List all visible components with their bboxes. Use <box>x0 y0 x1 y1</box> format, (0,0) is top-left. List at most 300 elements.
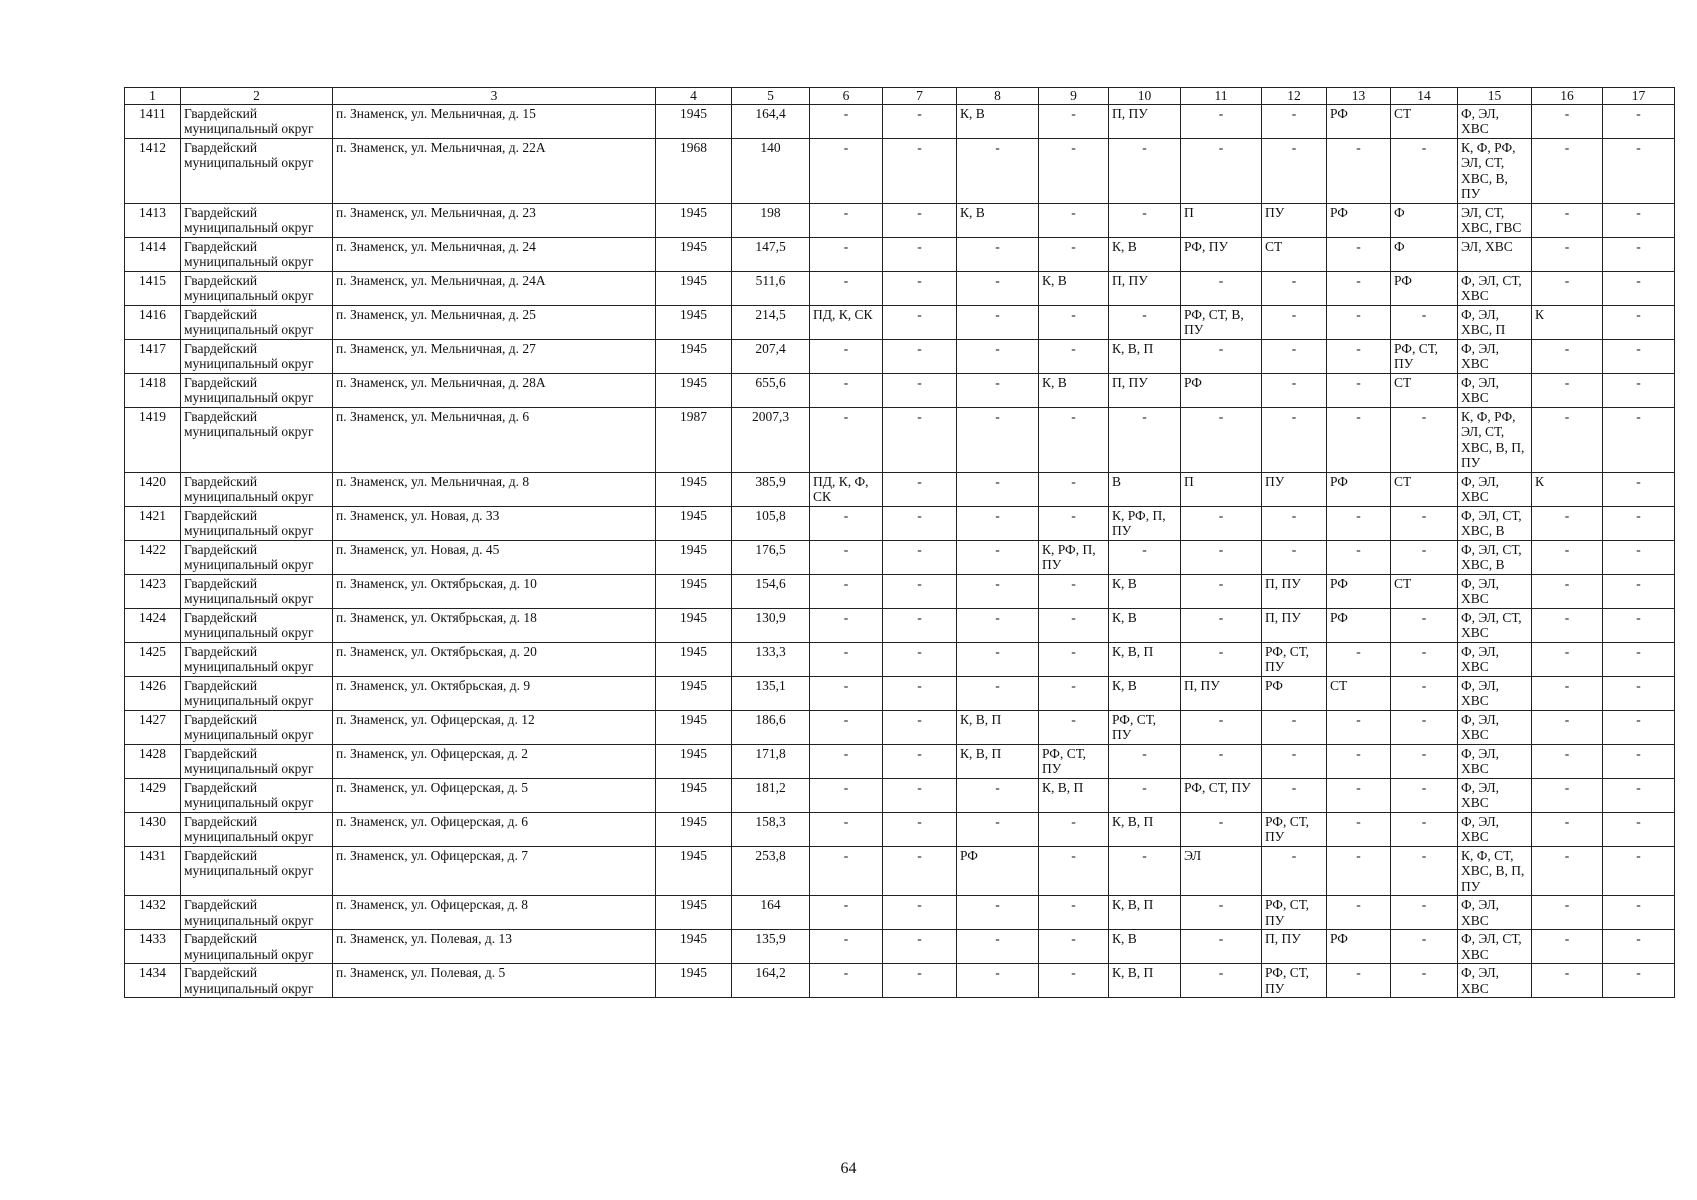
cell-c13: РФ <box>1327 930 1391 964</box>
cell-district: Гвардейский муниципальный округ <box>181 237 333 271</box>
cell-row-number: 1428 <box>125 744 181 778</box>
cell-c13: РФ <box>1327 203 1391 237</box>
cell-address: п. Знаменск, ул. Полевая, д. 13 <box>333 930 656 964</box>
column-header: 14 <box>1391 88 1458 105</box>
cell-c6: - <box>810 744 883 778</box>
cell-c13: - <box>1327 964 1391 998</box>
cell-address: п. Знаменск, ул. Новая, д. 33 <box>333 506 656 540</box>
cell-c11: - <box>1181 710 1262 744</box>
cell-c6: - <box>810 271 883 305</box>
cell-c6: - <box>810 930 883 964</box>
cell-district: Гвардейский муниципальный округ <box>181 305 333 339</box>
cell-c6: - <box>810 540 883 574</box>
cell-c8: - <box>957 778 1039 812</box>
cell-c14: - <box>1391 778 1458 812</box>
cell-c13: - <box>1327 407 1391 472</box>
cell-c13: - <box>1327 305 1391 339</box>
cell-c7: - <box>883 339 957 373</box>
cell-c10: К, В, П <box>1109 964 1181 998</box>
cell-c13: - <box>1327 896 1391 930</box>
cell-c11: П <box>1181 472 1262 506</box>
cell-c10: К, В <box>1109 574 1181 608</box>
cell-c10: П, ПУ <box>1109 373 1181 407</box>
cell-c11: - <box>1181 608 1262 642</box>
cell-year: 1945 <box>656 964 732 998</box>
cell-c17: - <box>1603 373 1675 407</box>
cell-district: Гвардейский муниципальный округ <box>181 846 333 896</box>
cell-c12: РФ, СТ, ПУ <box>1262 642 1327 676</box>
cell-c17: - <box>1603 812 1675 846</box>
cell-c11: РФ, СТ, В, ПУ <box>1181 305 1262 339</box>
cell-c8: К, В <box>957 203 1039 237</box>
table-row <box>125 778 1675 812</box>
cell-c12: - <box>1262 846 1327 896</box>
column-header: 16 <box>1532 88 1603 105</box>
cell-row-number: 1411 <box>125 104 181 138</box>
cell-address: п. Знаменск, ул. Мельничная, д. 15 <box>333 104 656 138</box>
cell-c16: - <box>1532 237 1603 271</box>
cell-c9: - <box>1039 104 1109 138</box>
cell-c11: - <box>1181 506 1262 540</box>
cell-c16: - <box>1532 930 1603 964</box>
cell-c14: - <box>1391 305 1458 339</box>
cell-c16: - <box>1532 339 1603 373</box>
cell-c15: Ф, ЭЛ, ХВС <box>1458 896 1532 930</box>
cell-c15: Ф, ЭЛ, СТ, ХВС, В <box>1458 540 1532 574</box>
cell-c8: - <box>957 964 1039 998</box>
cell-c16: - <box>1532 896 1603 930</box>
cell-address: п. Знаменск, ул. Мельничная, д. 27 <box>333 339 656 373</box>
cell-area: 655,6 <box>732 373 810 407</box>
cell-c10: К, В, П <box>1109 642 1181 676</box>
cell-c12: П, ПУ <box>1262 930 1327 964</box>
cell-c8: - <box>957 574 1039 608</box>
table-row <box>125 373 1675 407</box>
column-header: 2 <box>181 88 333 105</box>
cell-c15: Ф, ЭЛ, ХВС <box>1458 642 1532 676</box>
cell-c15: Ф, ЭЛ, ХВС <box>1458 104 1532 138</box>
cell-c17: - <box>1603 203 1675 237</box>
cell-c9: - <box>1039 812 1109 846</box>
cell-c10: П, ПУ <box>1109 104 1181 138</box>
cell-c7: - <box>883 608 957 642</box>
cell-c17: - <box>1603 964 1675 998</box>
cell-year: 1945 <box>656 305 732 339</box>
cell-c12: РФ, СТ, ПУ <box>1262 896 1327 930</box>
cell-address: п. Знаменск, ул. Мельничная, д. 22А <box>333 138 656 203</box>
cell-district: Гвардейский муниципальный округ <box>181 271 333 305</box>
cell-c8: - <box>957 305 1039 339</box>
cell-c14: РФ, СТ, ПУ <box>1391 339 1458 373</box>
cell-c7: - <box>883 642 957 676</box>
cell-c17: - <box>1603 104 1675 138</box>
cell-c10: РФ, СТ, ПУ <box>1109 710 1181 744</box>
cell-row-number: 1414 <box>125 237 181 271</box>
cell-c14: СТ <box>1391 472 1458 506</box>
cell-district: Гвардейский муниципальный округ <box>181 104 333 138</box>
cell-c17: - <box>1603 271 1675 305</box>
cell-c6: - <box>810 642 883 676</box>
cell-c17: - <box>1603 642 1675 676</box>
cell-c15: Ф, ЭЛ, ХВС <box>1458 339 1532 373</box>
cell-row-number: 1434 <box>125 964 181 998</box>
cell-c12: - <box>1262 407 1327 472</box>
cell-c10: К, В, П <box>1109 896 1181 930</box>
cell-row-number: 1433 <box>125 930 181 964</box>
cell-address: п. Знаменск, ул. Мельничная, д. 25 <box>333 305 656 339</box>
table-row <box>125 339 1675 373</box>
cell-district: Гвардейский муниципальный округ <box>181 373 333 407</box>
cell-c12: - <box>1262 339 1327 373</box>
cell-c8: - <box>957 812 1039 846</box>
cell-address: п. Знаменск, ул. Октябрьская, д. 18 <box>333 608 656 642</box>
cell-c16: - <box>1532 778 1603 812</box>
cell-c15: Ф, ЭЛ, ХВС <box>1458 710 1532 744</box>
cell-c6: - <box>810 676 883 710</box>
cell-c8: - <box>957 896 1039 930</box>
cell-c13: - <box>1327 271 1391 305</box>
cell-c14: СТ <box>1391 373 1458 407</box>
cell-c15: Ф, ЭЛ, СТ, ХВС <box>1458 930 1532 964</box>
cell-c17: - <box>1603 305 1675 339</box>
cell-c9: - <box>1039 407 1109 472</box>
cell-c11: - <box>1181 964 1262 998</box>
cell-year: 1945 <box>656 540 732 574</box>
table-row <box>125 812 1675 846</box>
cell-c16: - <box>1532 812 1603 846</box>
cell-c11: - <box>1181 744 1262 778</box>
cell-year: 1987 <box>656 407 732 472</box>
cell-c16: - <box>1532 846 1603 896</box>
cell-c12: ПУ <box>1262 203 1327 237</box>
cell-c11: - <box>1181 812 1262 846</box>
cell-c17: - <box>1603 339 1675 373</box>
column-header: 11 <box>1181 88 1262 105</box>
table-header-row <box>125 88 1675 105</box>
cell-c6: - <box>810 104 883 138</box>
cell-c15: Ф, ЭЛ, ХВС <box>1458 812 1532 846</box>
cell-year: 1945 <box>656 676 732 710</box>
cell-c16: - <box>1532 642 1603 676</box>
table-row <box>125 930 1675 964</box>
cell-c6: - <box>810 608 883 642</box>
cell-c8: К, В, П <box>957 744 1039 778</box>
cell-c16: - <box>1532 407 1603 472</box>
cell-c9: - <box>1039 896 1109 930</box>
cell-c9: - <box>1039 574 1109 608</box>
cell-district: Гвардейский муниципальный округ <box>181 744 333 778</box>
cell-c10: - <box>1109 407 1181 472</box>
cell-district: Гвардейский муниципальный округ <box>181 472 333 506</box>
table-row <box>125 138 1675 203</box>
cell-c14: СТ <box>1391 574 1458 608</box>
cell-district: Гвардейский муниципальный округ <box>181 339 333 373</box>
cell-row-number: 1426 <box>125 676 181 710</box>
cell-row-number: 1424 <box>125 608 181 642</box>
cell-district: Гвардейский муниципальный округ <box>181 540 333 574</box>
cell-c8: К, В, П <box>957 710 1039 744</box>
table-row <box>125 710 1675 744</box>
cell-c7: - <box>883 203 957 237</box>
cell-district: Гвардейский муниципальный округ <box>181 608 333 642</box>
cell-c6: - <box>810 812 883 846</box>
cell-c13: - <box>1327 138 1391 203</box>
cell-c6: - <box>810 407 883 472</box>
cell-c7: - <box>883 812 957 846</box>
cell-c11: - <box>1181 138 1262 203</box>
column-header: 9 <box>1039 88 1109 105</box>
cell-year: 1945 <box>656 104 732 138</box>
cell-year: 1945 <box>656 203 732 237</box>
column-header: 1 <box>125 88 181 105</box>
cell-c13: - <box>1327 373 1391 407</box>
cell-c16: - <box>1532 608 1603 642</box>
cell-c14: - <box>1391 812 1458 846</box>
cell-c11: ЭЛ <box>1181 846 1262 896</box>
cell-c17: - <box>1603 237 1675 271</box>
cell-row-number: 1417 <box>125 339 181 373</box>
cell-c8: - <box>957 237 1039 271</box>
column-header: 5 <box>732 88 810 105</box>
cell-address: п. Знаменск, ул. Офицерская, д. 8 <box>333 896 656 930</box>
cell-area: 511,6 <box>732 271 810 305</box>
cell-year: 1945 <box>656 710 732 744</box>
cell-area: 147,5 <box>732 237 810 271</box>
cell-address: п. Знаменск, ул. Мельничная, д. 24 <box>333 237 656 271</box>
cell-c10: К, В <box>1109 676 1181 710</box>
cell-year: 1945 <box>656 642 732 676</box>
cell-row-number: 1415 <box>125 271 181 305</box>
cell-c17: - <box>1603 472 1675 506</box>
cell-c11: - <box>1181 574 1262 608</box>
cell-c12: СТ <box>1262 237 1327 271</box>
table-row <box>125 846 1675 896</box>
cell-c12: - <box>1262 138 1327 203</box>
cell-c10: - <box>1109 846 1181 896</box>
cell-area: 207,4 <box>732 339 810 373</box>
cell-area: 171,8 <box>732 744 810 778</box>
cell-c13: СТ <box>1327 676 1391 710</box>
table-row <box>125 203 1675 237</box>
cell-row-number: 1427 <box>125 710 181 744</box>
cell-area: 105,8 <box>732 506 810 540</box>
cell-c9: - <box>1039 608 1109 642</box>
cell-area: 2007,3 <box>732 407 810 472</box>
cell-c14: - <box>1391 744 1458 778</box>
cell-c7: - <box>883 506 957 540</box>
cell-c14: - <box>1391 506 1458 540</box>
cell-c14: - <box>1391 964 1458 998</box>
cell-district: Гвардейский муниципальный округ <box>181 574 333 608</box>
cell-c9: - <box>1039 305 1109 339</box>
cell-row-number: 1416 <box>125 305 181 339</box>
cell-c14: - <box>1391 710 1458 744</box>
column-header: 10 <box>1109 88 1181 105</box>
cell-c16: К <box>1532 305 1603 339</box>
cell-c7: - <box>883 407 957 472</box>
cell-area: 214,5 <box>732 305 810 339</box>
cell-c12: - <box>1262 305 1327 339</box>
cell-year: 1945 <box>656 237 732 271</box>
cell-c16: - <box>1532 138 1603 203</box>
cell-year: 1945 <box>656 506 732 540</box>
cell-address: п. Знаменск, ул. Полевая, д. 5 <box>333 964 656 998</box>
cell-district: Гвардейский муниципальный округ <box>181 812 333 846</box>
cell-c6: ПД, К, Ф, СК <box>810 472 883 506</box>
cell-c15: Ф, ЭЛ, ХВС <box>1458 676 1532 710</box>
cell-c6: - <box>810 710 883 744</box>
cell-district: Гвардейский муниципальный округ <box>181 642 333 676</box>
cell-c8: - <box>957 642 1039 676</box>
column-header: 8 <box>957 88 1039 105</box>
cell-c6: - <box>810 964 883 998</box>
cell-c14: - <box>1391 407 1458 472</box>
cell-c11: - <box>1181 104 1262 138</box>
column-header: 13 <box>1327 88 1391 105</box>
cell-c6: - <box>810 203 883 237</box>
table-row <box>125 506 1675 540</box>
cell-c8: - <box>957 608 1039 642</box>
cell-c16: - <box>1532 540 1603 574</box>
cell-district: Гвардейский муниципальный округ <box>181 778 333 812</box>
cell-c12: - <box>1262 104 1327 138</box>
cell-area: 164 <box>732 896 810 930</box>
cell-c7: - <box>883 237 957 271</box>
cell-c14: Ф <box>1391 203 1458 237</box>
cell-c6: - <box>810 373 883 407</box>
cell-c10: К, В <box>1109 930 1181 964</box>
table-row <box>125 407 1675 472</box>
cell-c11: - <box>1181 896 1262 930</box>
column-header: 12 <box>1262 88 1327 105</box>
cell-c15: Ф, ЭЛ, ХВС <box>1458 574 1532 608</box>
cell-district: Гвардейский муниципальный округ <box>181 710 333 744</box>
cell-c13: - <box>1327 744 1391 778</box>
cell-c17: - <box>1603 710 1675 744</box>
cell-area: 198 <box>732 203 810 237</box>
cell-area: 140 <box>732 138 810 203</box>
cell-year: 1945 <box>656 812 732 846</box>
cell-area: 158,3 <box>732 812 810 846</box>
cell-c10: П, ПУ <box>1109 271 1181 305</box>
cell-c8: РФ <box>957 846 1039 896</box>
cell-c6: - <box>810 237 883 271</box>
table-row <box>125 608 1675 642</box>
cell-c12: РФ <box>1262 676 1327 710</box>
cell-area: 164,2 <box>732 964 810 998</box>
cell-year: 1945 <box>656 339 732 373</box>
table-row <box>125 676 1675 710</box>
column-header: 6 <box>810 88 883 105</box>
cell-row-number: 1421 <box>125 506 181 540</box>
cell-c13: - <box>1327 812 1391 846</box>
cell-row-number: 1432 <box>125 896 181 930</box>
cell-c14: - <box>1391 846 1458 896</box>
table-row <box>125 472 1675 506</box>
cell-year: 1945 <box>656 896 732 930</box>
cell-row-number: 1420 <box>125 472 181 506</box>
cell-c15: Ф, ЭЛ, СТ, ХВС <box>1458 271 1532 305</box>
cell-c12: П, ПУ <box>1262 608 1327 642</box>
column-header: 4 <box>656 88 732 105</box>
cell-area: 133,3 <box>732 642 810 676</box>
cell-area: 176,5 <box>732 540 810 574</box>
cell-c14: Ф <box>1391 237 1458 271</box>
cell-c13: - <box>1327 237 1391 271</box>
cell-c9: - <box>1039 203 1109 237</box>
cell-c10: К, В, П <box>1109 339 1181 373</box>
cell-c10: - <box>1109 138 1181 203</box>
cell-c14: РФ <box>1391 271 1458 305</box>
cell-c12: - <box>1262 710 1327 744</box>
cell-area: 154,6 <box>732 574 810 608</box>
cell-address: п. Знаменск, ул. Офицерская, д. 12 <box>333 710 656 744</box>
cell-district: Гвардейский муниципальный округ <box>181 407 333 472</box>
cell-c16: - <box>1532 271 1603 305</box>
cell-year: 1945 <box>656 778 732 812</box>
cell-c7: - <box>883 373 957 407</box>
cell-c14: СТ <box>1391 104 1458 138</box>
cell-c11: - <box>1181 930 1262 964</box>
cell-c10: В <box>1109 472 1181 506</box>
cell-c8: - <box>957 339 1039 373</box>
cell-c12: - <box>1262 540 1327 574</box>
cell-c16: - <box>1532 104 1603 138</box>
cell-c9: К, В <box>1039 373 1109 407</box>
cell-row-number: 1419 <box>125 407 181 472</box>
cell-c6: - <box>810 778 883 812</box>
cell-c8: К, В <box>957 104 1039 138</box>
cell-row-number: 1418 <box>125 373 181 407</box>
cell-row-number: 1423 <box>125 574 181 608</box>
cell-c12: - <box>1262 271 1327 305</box>
cell-c10: - <box>1109 540 1181 574</box>
cell-district: Гвардейский муниципальный округ <box>181 896 333 930</box>
cell-c15: Ф, ЭЛ, ХВС <box>1458 373 1532 407</box>
cell-c14: - <box>1391 896 1458 930</box>
cell-address: п. Знаменск, ул. Офицерская, д. 5 <box>333 778 656 812</box>
cell-c10: К, В <box>1109 237 1181 271</box>
cell-c16: - <box>1532 203 1603 237</box>
cell-c15: ЭЛ, СТ, ХВС, ГВС <box>1458 203 1532 237</box>
cell-c16: - <box>1532 710 1603 744</box>
cell-year: 1945 <box>656 574 732 608</box>
cell-c7: - <box>883 305 957 339</box>
cell-year: 1968 <box>656 138 732 203</box>
cell-c17: - <box>1603 574 1675 608</box>
table-row <box>125 237 1675 271</box>
cell-address: п. Знаменск, ул. Мельничная, д. 23 <box>333 203 656 237</box>
cell-c8: - <box>957 138 1039 203</box>
cell-c9: - <box>1039 642 1109 676</box>
table-row <box>125 896 1675 930</box>
cell-c9: - <box>1039 237 1109 271</box>
cell-c8: - <box>957 271 1039 305</box>
cell-address: п. Знаменск, ул. Октябрьская, д. 20 <box>333 642 656 676</box>
cell-c7: - <box>883 271 957 305</box>
cell-year: 1945 <box>656 472 732 506</box>
cell-c7: - <box>883 540 957 574</box>
cell-c7: - <box>883 896 957 930</box>
cell-c9: - <box>1039 676 1109 710</box>
cell-c16: - <box>1532 676 1603 710</box>
cell-district: Гвардейский муниципальный округ <box>181 930 333 964</box>
cell-c6: - <box>810 846 883 896</box>
cell-address: п. Знаменск, ул. Офицерская, д. 7 <box>333 846 656 896</box>
cell-c15: Ф, ЭЛ, ХВС <box>1458 744 1532 778</box>
table-row <box>125 642 1675 676</box>
cell-c16: - <box>1532 574 1603 608</box>
